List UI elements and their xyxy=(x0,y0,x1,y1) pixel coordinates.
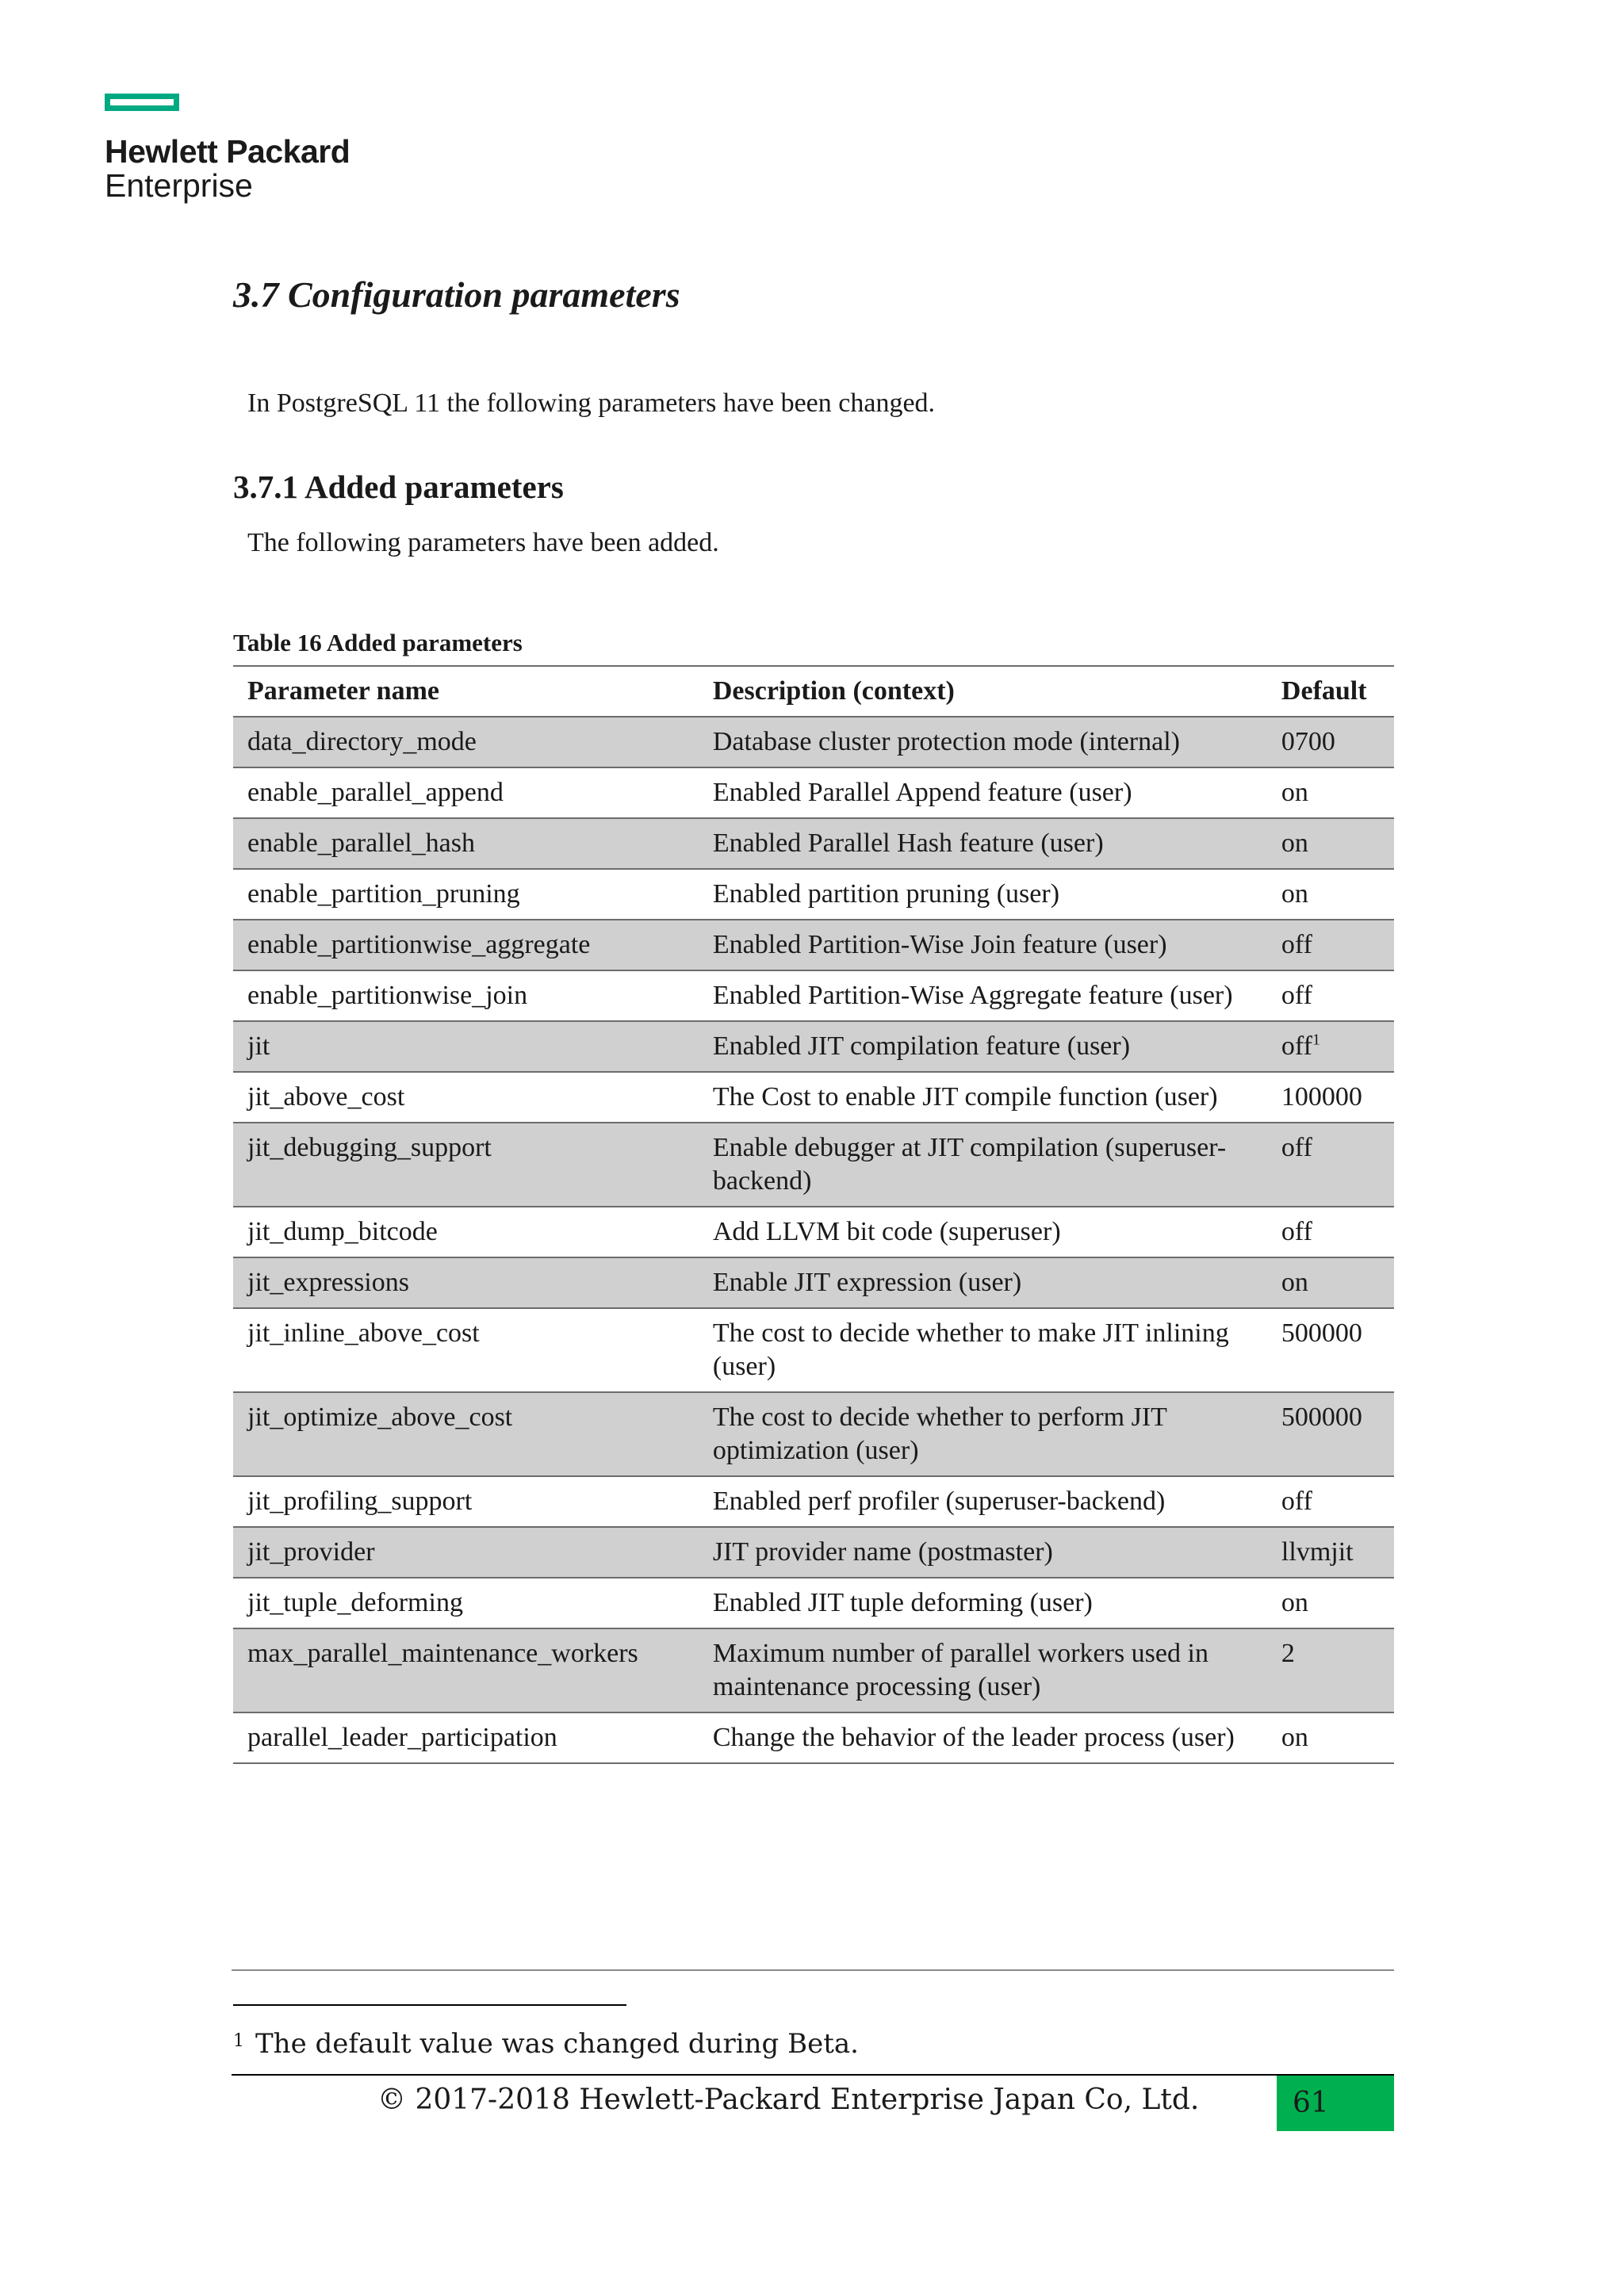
footnote-text: The default value was changed during Beta. xyxy=(255,2028,859,2060)
default-value: 0700 xyxy=(1281,727,1335,756)
default-value: off xyxy=(1281,981,1312,1010)
default-cell xyxy=(1267,767,1394,818)
added-parameters-table xyxy=(233,665,1394,1764)
default-value: on xyxy=(1281,1268,1308,1297)
parameter-name-cell: enable_partitionwise_aggregate xyxy=(247,930,591,959)
table-row xyxy=(233,1021,1394,1072)
footnote-reference[interactable]: 1 xyxy=(1312,1031,1320,1049)
description-cell: Enabled perf profiler (superuser-backend) xyxy=(712,1487,1166,1516)
table-header-row xyxy=(233,666,1394,717)
parameter-name-cell: enable_parallel_append xyxy=(247,778,504,807)
logo-text-line1: Hewlett Packard xyxy=(105,133,350,170)
section-title: 3.7 Configuration parameters xyxy=(233,274,680,315)
table-row xyxy=(233,1072,1394,1123)
description-cell: Enabled Partition-Wise Join feature (user) xyxy=(712,930,1167,959)
table-caption: Table 16 Added parameters xyxy=(233,629,523,656)
default-cell xyxy=(1267,1476,1394,1527)
parameter-name-cell: jit_tuple_deforming xyxy=(247,1588,463,1617)
table-row xyxy=(233,1308,1394,1392)
header-default: Default xyxy=(1281,676,1367,706)
description-cell: Enabled Partition-Wise Aggregate feature (user) xyxy=(712,981,1233,1010)
default-value: off xyxy=(1281,1217,1312,1246)
table-row xyxy=(233,1392,1394,1476)
default-value: 500000 xyxy=(1281,1318,1362,1348)
default-cell xyxy=(1267,1207,1394,1257)
table-row xyxy=(233,920,1394,970)
default-value: 500000 xyxy=(1281,1402,1362,1432)
default-value: llvmjit xyxy=(1281,1537,1354,1567)
default-cell xyxy=(1267,1712,1394,1763)
table-row xyxy=(233,767,1394,818)
default-cell xyxy=(1267,1628,1394,1712)
default-cell xyxy=(1267,970,1394,1021)
description-cell: The cost to decide whether to make JIT inlining (user) xyxy=(712,1318,1229,1381)
table-row xyxy=(233,1257,1394,1308)
description-cell: Enable JIT expression (user) xyxy=(712,1268,1022,1297)
subsection-title: 3.7.1 Added parameters xyxy=(233,469,564,505)
default-cell xyxy=(1267,1527,1394,1578)
description-cell: Enabled Parallel Hash feature (user) xyxy=(712,828,1104,858)
table-row xyxy=(233,1123,1394,1207)
page-footer xyxy=(232,2074,1394,2131)
description-cell: Enable debugger at JIT compilation (superuser-backend) xyxy=(712,1133,1227,1196)
description-cell: The cost to decide whether to perform JIT optimization (user) xyxy=(712,1402,1167,1465)
table-row xyxy=(233,1527,1394,1578)
default-value: 2 xyxy=(1281,1639,1295,1668)
description-cell: Enabled JIT tuple deforming (user) xyxy=(712,1588,1093,1617)
default-value: on xyxy=(1281,1588,1308,1617)
table-row xyxy=(233,1712,1394,1763)
hpe-logo-mark xyxy=(105,94,179,111)
table-row xyxy=(233,970,1394,1021)
default-cell xyxy=(1267,1123,1394,1207)
default-value: on xyxy=(1281,1723,1308,1752)
section-intro: In PostgreSQL 11 the following parameters have been changed. xyxy=(247,388,936,418)
hpe-logo xyxy=(105,94,350,203)
default-cell xyxy=(1267,869,1394,920)
default-value: on xyxy=(1281,879,1308,909)
table-row xyxy=(233,818,1394,869)
table-end-rule xyxy=(232,1969,1394,1971)
parameter-name-cell: enable_parallel_hash xyxy=(247,828,475,858)
parameter-name-cell: jit_inline_above_cost xyxy=(247,1318,480,1348)
parameter-name-cell: enable_partition_pruning xyxy=(247,879,520,909)
description-cell: Enabled Parallel Append feature (user) xyxy=(712,778,1132,807)
parameter-name-cell: jit xyxy=(247,1031,270,1061)
page-number: 61 xyxy=(1277,2076,1394,2131)
default-cell xyxy=(1267,1308,1394,1392)
default-value: off xyxy=(1281,1031,1312,1061)
default-value: off xyxy=(1281,1487,1312,1516)
parameter-name-cell: enable_partitionwise_join xyxy=(247,981,528,1010)
default-value: 100000 xyxy=(1281,1082,1362,1112)
parameter-name-cell: jit_above_cost xyxy=(247,1082,405,1112)
default-cell xyxy=(1267,1392,1394,1476)
default-cell xyxy=(1267,818,1394,869)
description-cell: Change the behavior of the leader process (user) xyxy=(712,1723,1235,1752)
description-cell: Maximum number of parallel workers used in maintenance processing (user) xyxy=(712,1639,1208,1701)
parameter-name-cell: jit_optimize_above_cost xyxy=(247,1402,513,1432)
footnote-mark: 1 xyxy=(233,2031,244,2051)
table-row xyxy=(233,717,1394,767)
description-cell: Enabled JIT compilation feature (user) xyxy=(712,1031,1131,1061)
parameter-name-cell: data_directory_mode xyxy=(247,727,477,756)
default-cell xyxy=(1267,920,1394,970)
table-row xyxy=(233,1628,1394,1712)
default-cell xyxy=(1267,1257,1394,1308)
table-body xyxy=(233,717,1394,1763)
footnote xyxy=(233,2028,859,2060)
header-description: Description (context) xyxy=(712,676,955,706)
default-cell xyxy=(1267,1578,1394,1628)
description-cell: Enabled partition pruning (user) xyxy=(712,879,1060,909)
parameter-name-cell: jit_dump_bitcode xyxy=(247,1217,438,1246)
default-value: on xyxy=(1281,828,1308,858)
parameter-name-cell: max_parallel_maintenance_workers xyxy=(247,1639,638,1668)
default-cell xyxy=(1267,1021,1394,1072)
footnote-separator xyxy=(233,2004,626,2006)
parameter-name-cell: jit_debugging_support xyxy=(247,1133,492,1162)
default-cell xyxy=(1267,717,1394,767)
default-cell xyxy=(1267,1072,1394,1123)
footer-copyright: © 2017-2018 Hewlett-Packard Enterprise Japan Co, Ltd. xyxy=(377,2084,1200,2116)
description-cell: JIT provider name (postmaster) xyxy=(712,1537,1053,1567)
description-cell: Add LLVM bit code (superuser) xyxy=(712,1217,1061,1246)
header-parameter-name: Parameter name xyxy=(247,676,439,706)
description-cell: Database cluster protection mode (internal) xyxy=(712,727,1180,756)
table-row xyxy=(233,1476,1394,1527)
description-cell: The Cost to enable JIT compile function (user) xyxy=(712,1082,1218,1112)
table-row xyxy=(233,1578,1394,1628)
parameter-name-cell: jit_expressions xyxy=(247,1268,409,1297)
table-row xyxy=(233,1207,1394,1257)
parameter-name-cell: parallel_leader_participation xyxy=(247,1723,557,1752)
parameter-name-cell: jit_provider xyxy=(247,1537,375,1567)
parameter-name-cell: jit_profiling_support xyxy=(247,1487,473,1516)
subsection-intro: The following parameters have been added. xyxy=(247,528,719,557)
default-value: off xyxy=(1281,1133,1312,1162)
logo-text-line2: Enterprise xyxy=(105,167,253,204)
table-row xyxy=(233,869,1394,920)
default-value: on xyxy=(1281,778,1308,807)
default-value: off xyxy=(1281,930,1312,959)
